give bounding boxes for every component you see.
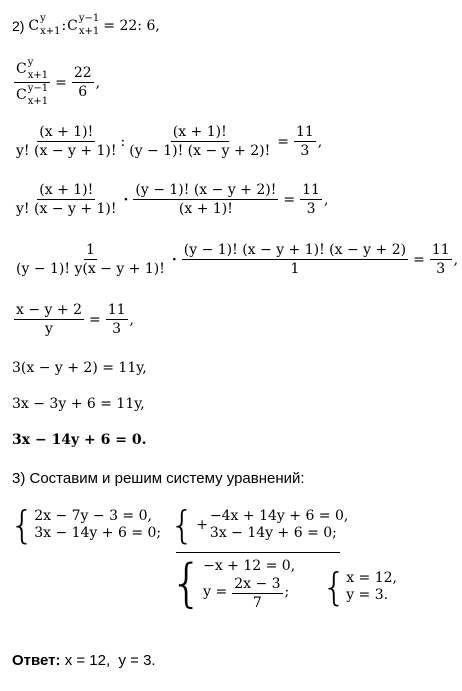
equation-line: 3x − 3y + 6 = 11y, <box>12 396 145 412</box>
combination-term: C y x+1 <box>28 13 61 37</box>
ratio-line: 2) C y x+1 : C y−1 x+1 = 22: 6, <box>12 13 160 37</box>
system-after-addition: { −x + 12 = 0, y = $\frac{2x - 3}{7}$ ; <box>170 554 296 615</box>
system-addition: { + −4x + 14y + 6 = 0, 3x − 14y + 6 = 0; <box>170 503 349 547</box>
system-solution: { x = 12, y = 3. <box>322 565 397 609</box>
result-equation: 3x − 14y + 6 = 0. <box>12 432 147 448</box>
factorial-simplify-line: $\frac{1}{(y - 1)! y(x - y + 1)!}$ · $\frac{(y - 1)! (x - y + 1)! (x - y + 2)}{1}$ = $\frac{11}{3}$ , <box>16 242 459 278</box>
answer-line <box>12 652 156 669</box>
answer-label: Ответ: <box>12 652 61 669</box>
step-2-label: 2) <box>12 17 29 34</box>
combination-term: C y−1 x+1 <box>67 13 100 37</box>
fraction: C y x+1 C y−1 x+1 <box>16 57 49 107</box>
equation-line: 3(x − y + 2) = 11y, <box>12 360 147 376</box>
brace-icon: { <box>170 554 204 615</box>
step-3-heading: 3) Составим и решим систему уравнений: <box>12 470 305 487</box>
factorial-product-line: $\frac{(x + 1)!}{y! (x - y + 1)!}$ · $\frac{(y - 1)! (x - y + 2)!}{(x + 1)!}$ = $\frac{11}{3}$ , <box>16 182 329 218</box>
brace-icon: { <box>10 503 35 547</box>
fraction: $\frac{22}{6}$ <box>73 64 92 100</box>
system-of-equations: { 2x − 7y − 3 = 0, 3x − 14y + 6 = 0; <box>10 503 162 547</box>
brace-icon: { <box>170 503 195 547</box>
factorial-division-line: $\frac{(x + 1)!}{y! (x - y + 1)!}$ : $\frac{(x + 1)!}{(y - 1)! (x - y + 2)!}$ = $\frac{11}{3}$ , <box>16 124 323 160</box>
sum-divider <box>176 552 340 553</box>
reduced-fraction-line: $\frac{x - y + 2}{y}$ = $\frac{11}{3}$ , <box>16 302 134 338</box>
ratio-fraction-line: C y x+1 C y−1 x+1 = $\frac{22}{6}$ , <box>16 57 101 107</box>
answer-value: x = 12, y = 3. <box>60 652 156 669</box>
brace-icon: { <box>322 565 347 609</box>
